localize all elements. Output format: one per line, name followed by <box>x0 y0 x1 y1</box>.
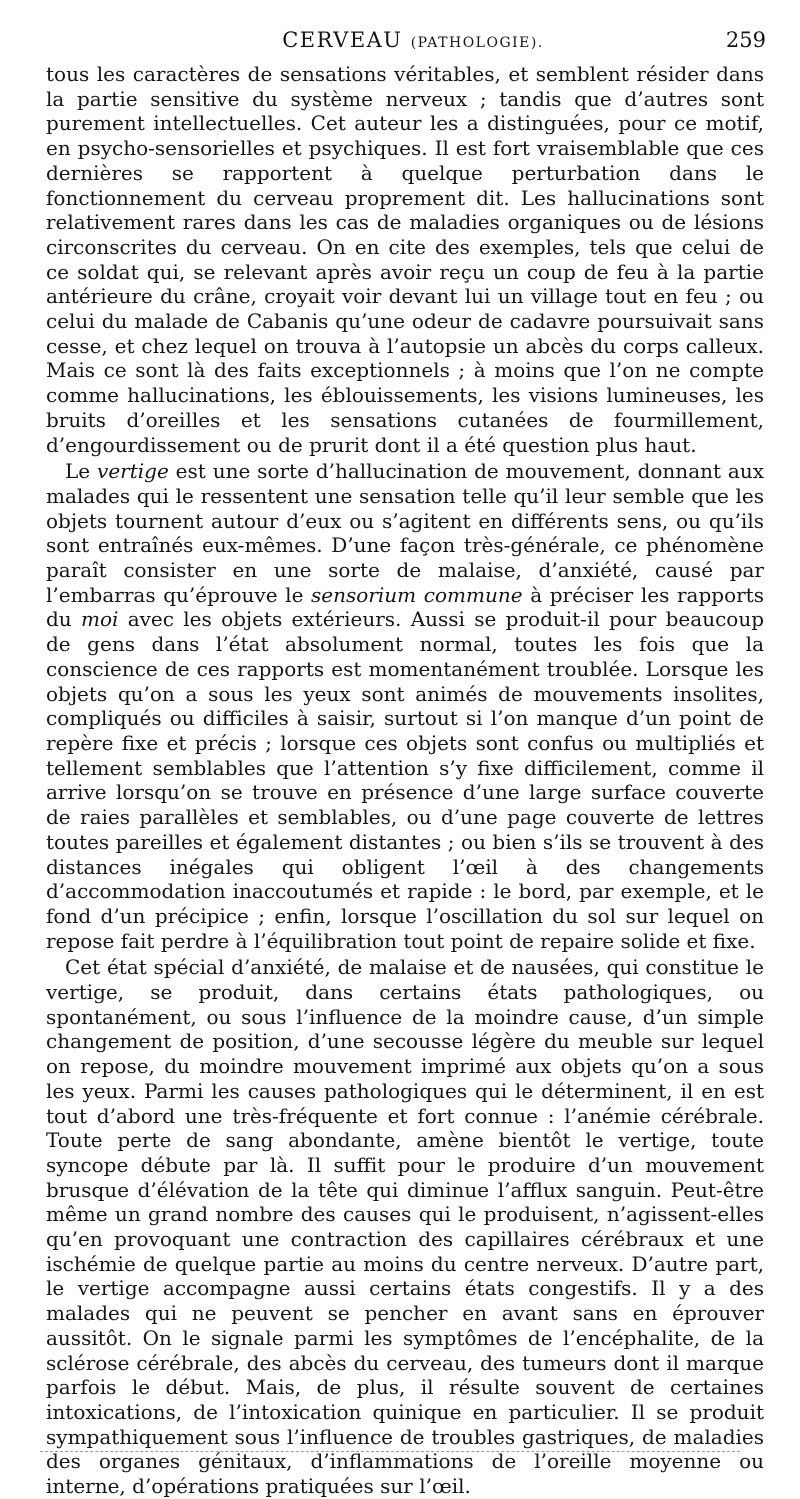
text-run: Le <box>65 459 98 484</box>
paragraph-vertige-causes: Cet état spécial d’anxiété, de malaise et de nausées, qui constitue le vertige, se produit, dans certains états pathologiques, ou spontanément, ou sous l’influence de la moindre cause, d’un simple changement de position, d’une secousse légère du meuble sur lequel on repose, du moindre mouvement imprimé aux objets qu’on a sous les yeux. Parmi les causes pathologiques qui le déterminent, il en est tout d’abord une très-fréquente et fort connue : l’anémie cérébrale. Toute perte de sang abondante, amène bientôt le vertige, toute syncope débute par là. Il suffit pour le produire d’un mouvement brusque d’élévation de la tête qui diminue l’afflux sanguin. Peut-être même un grand nombre des causes qui le produisent, n’agissent-elles qu’en provoquant une contraction des capillaires cérébraux et une ischémie de quelque partie au moins du centre nerveux. D’autre part, le vertige accompagne aussi certains états congestifs. Il y a des malades qui ne peuvent se pencher en avant sans en éprouver aussitôt. On le signale parmi les symptômes de l’encéphalite, de la sclérose cérébrale, des abcès du cerveau, des tumeurs dont il marque parfois le début. Mais, de plus, il résulte souvent de certaines intoxications, de l’intoxication quinique en particulier. Il se produit sympathiquement sous l’influence de troubles gastriques, de maladies des organes génitaux, d’inflammations de l’oreille moyenne ou interne, d’opérations pratiquées sur l’œil. <box>46 955 764 1499</box>
text-run: est une sorte d’hallucination de mouvement, donnant aux malades qui le ressentent une sensation telle qu’il leur semble que les objets tournent autour d’eux ou s’agitent en différents sens, ou qu’ils sont entraînés eux-mêmes. D’une façon très-générale, ce phénomène paraît consister en une sorte de malaise, d’anxiété, causé par l’embarras qu’éprouve le <box>46 459 765 607</box>
paragraph-hallucinations: tous les caractères de sensations véritables, et semblent résider dans la partie sensitive du système nerveux ; tandis que d’autres sont purement intellectuelles. Cet auteur les a distinguées, pour ce motif, en psycho-sensorielles et psychiques. Il est fort vraisemblable que ces dernières se rapportent à quelque perturbation dans le fonctionnement du cerveau proprement dit. Les hallucinations sont relativement rares dans les cas de maladies organiques ou de lésions circonscrites du cerveau. On en cite des exemples, tels que celui de ce soldat qui, se relevant après avoir reçu un coup de feu à la partie antérieure du crâne, croyait voir devant lui un village tout en feu ; ou celui du malade de Cabanis qu’une odeur de cadavre poursuivait sans cesse, et chez lequel on trouva à l’autopsie un abcès du corps calleux. Mais ce sont là des faits exceptionnels ; à moins que l’on ne compte comme hallucinations, les éblouissements, les visions lumineuses, les bruits d’oreilles et les sensations cutanées de fourmillement, d’engourdissement ou de prurit dont il a été question plus haut. <box>46 62 764 457</box>
running-head-subtitle: (PATHOLOGIE). <box>410 35 544 51</box>
footer-dotted-rule <box>40 1451 740 1452</box>
italic-term-moi: moi <box>81 607 119 632</box>
page-header <box>60 28 766 58</box>
body-text <box>46 62 764 1499</box>
paragraph-vertige-definition <box>46 459 764 953</box>
italic-term-sensorium: sensorium commune <box>311 582 523 607</box>
running-head-title: CERVEAU <box>282 28 403 52</box>
running-head <box>60 28 766 52</box>
text-run: avec les objets extérieurs. Aussi se produit-il pour beaucoup de gens dans l’état absolument normal, toutes les fois que la conscience de ces rapports est momentanément troublée. Lorsque les objets qu’on a sous les yeux sont animés de mouvements insolites, compliqués ou difficiles à saisir, surtout si l’on manque d’un point de repère fixe et précis ; lorsque ces objets sont confus ou multipliés et tellement semblables que l’attention s’y fixe difficilement, comme il arrive lorsqu’on se trouve en présence d’une large surface couverte de raies parallèles et semblables, ou d’une page couverte de lettres toutes pareilles et également distantes ; ou bien s’ils se trouvent à des distances inégales qui obligent l’œil à des changements d’accommodation inaccoutumés et rapide : le bord, par exemple, et le fond d’un précipice ; enfin, lorsque l’oscillation du sol sur lequel on repose fait perdre à l’équilibration tout point de repaire solide et fixe. <box>46 607 765 953</box>
text-run: à préciser les rapports du <box>46 582 764 632</box>
italic-term-vertige: vertige <box>97 459 169 484</box>
page-number: 259 <box>725 28 766 52</box>
